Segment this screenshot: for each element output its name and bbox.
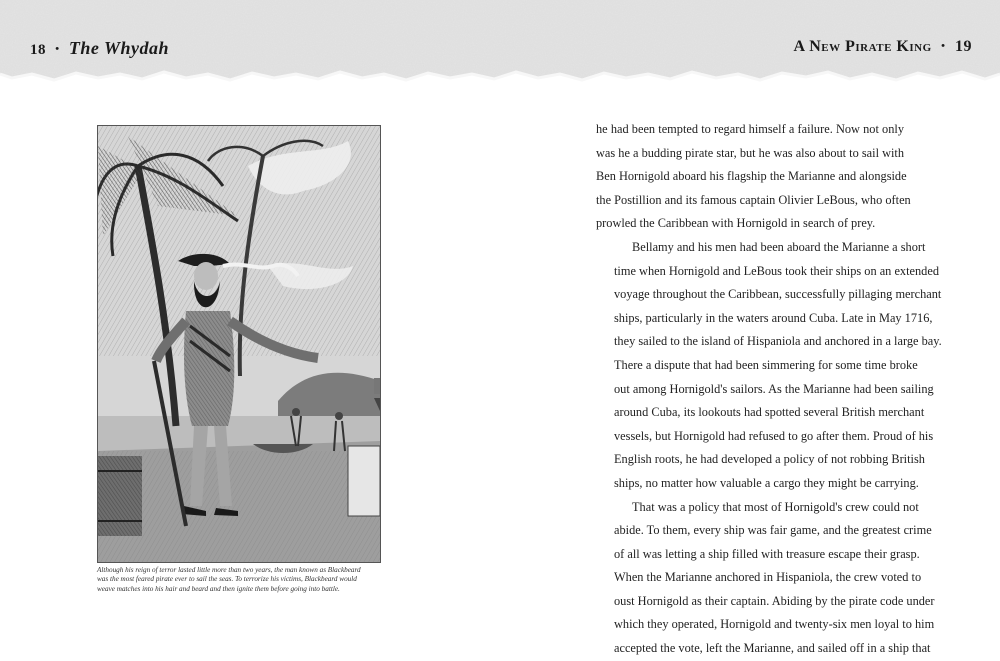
text-line: vessels, but Hornigold had refused to go after them. Proud of his (614, 428, 934, 443)
chapter-title: A New Pirate King (793, 38, 932, 55)
figure-caption (97, 566, 387, 594)
text-line: abide. To them, every ship was fair game, and the greatest crime (614, 523, 932, 538)
text-line: of all was letting a ship filled with treasure escape their grasp. (614, 546, 920, 561)
text-line: around Cuba, its lookouts had spotted several British merchant (614, 405, 925, 420)
text-line: accepted the vote, left the Marianne, and sailed off in a ship that (614, 641, 931, 656)
text-line: time when Hornigold and LeBous took their ships on an extended (614, 263, 939, 278)
text-line: When the Marianne anchored in Hispaniola, the crew voted to (614, 570, 922, 585)
text-line: English roots, he had developed a policy of not robbing British (614, 452, 925, 467)
right-page-number: 19 (955, 38, 972, 55)
text-line: the Postillion and its famous captain Olivier LeBous, who often (596, 192, 911, 207)
caption-line: Although his reign of terror lasted little more than two years, the man known as Blackbeard (97, 566, 361, 574)
text-line: Ben Hornigold aboard his flagship the Marianne and alongside (596, 169, 907, 184)
text-line: was he a budding pirate star, but he was also about to sail with (596, 145, 905, 160)
left-page-number: 18 (30, 42, 46, 58)
text-line: That was a policy that most of Hornigold's crew could not (632, 499, 919, 514)
left-running-head (30, 38, 169, 59)
body-text-column (596, 118, 942, 661)
engraving-illustration (98, 126, 380, 562)
caption-line: weave matches into his hair and beard and then ignite them before going into battle. (97, 584, 340, 593)
text-line: oust Hornigold as their captain. Abiding by the pirate code under (614, 593, 935, 608)
text-line: ships, no matter how valuable a cargo they might be carrying. (614, 475, 919, 490)
text-line: he had been tempted to regard himself a failure. Now not only (596, 122, 904, 136)
right-running-head (794, 38, 972, 56)
text-line: Bellamy and his men had been aboard the Marianne a short (632, 239, 926, 254)
text-line: they sailed to the island of Hispaniola and anchored in a large bay. (614, 334, 942, 349)
text-line: prowled the Caribbean with Hornigold in search of prey. (596, 216, 876, 231)
caption-line: was the most feared pirate ever to sail the seas. To terrorize his victims, Blackbeard would (97, 575, 357, 584)
paragraph (596, 236, 942, 496)
text-line: out among Hornigold's sailors. As the Marianne had been sailing (614, 381, 934, 396)
blackbeard-engraving (97, 125, 381, 563)
text-line: which they operated, Hornigold and twenty-six men loyal to him (614, 617, 935, 632)
separator-bullet: • (55, 43, 60, 55)
book-title: The Whydah (68, 38, 170, 58)
text-line: voyage throughout the Caribbean, successfully pillaging merchant (614, 287, 942, 302)
paragraph (596, 496, 935, 661)
separator-bullet: • (941, 40, 946, 52)
text-line: ships, particularly in the waters around Cuba. Late in May 1716, (614, 310, 933, 325)
text-line: There a dispute that had been simmering for some time broke (614, 357, 918, 372)
paragraph (596, 118, 911, 236)
